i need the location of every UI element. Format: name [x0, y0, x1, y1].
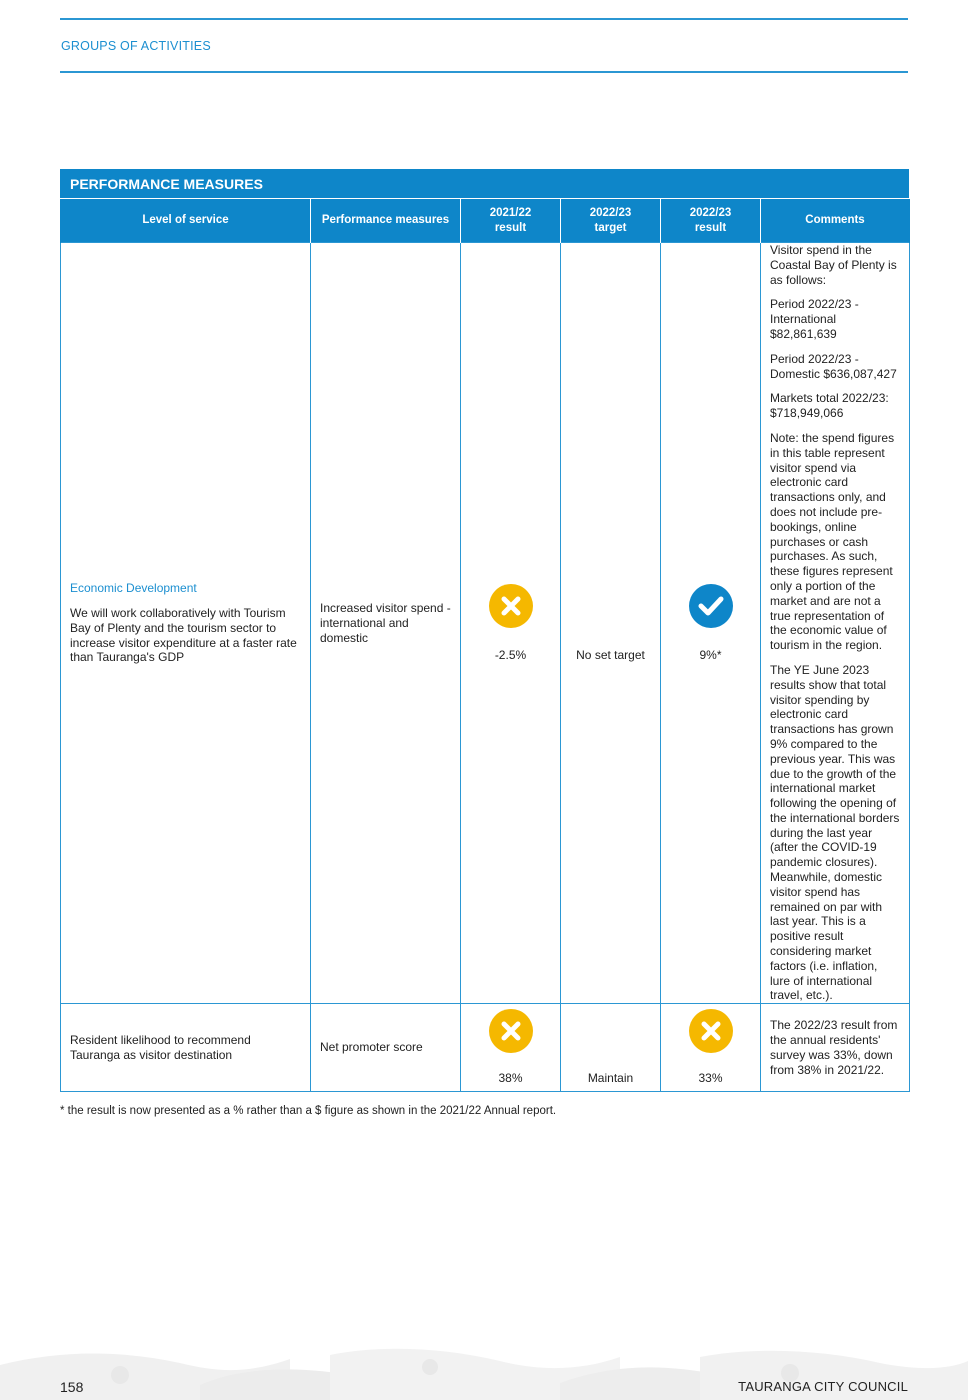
col-level-of-service: Level of service — [61, 199, 311, 243]
level-of-service-text: We will work collaboratively with Tourism Bay of Plenty and the tourism sector to increase visitor expenditure at a faster rate than Tauranga's GDP — [70, 605, 297, 665]
organisation-name: TAURANGA CITY COUNCIL — [738, 1379, 908, 1394]
top-rule — [60, 18, 908, 20]
footnote: * the result is now presented as a % rather than a $ figure as shown in the 2021/22 Annual report. — [60, 1105, 557, 1117]
cross-icon — [489, 584, 533, 628]
comment-paragraph: Markets total 2022/23: $718,949,066 — [770, 391, 889, 421]
target-2022-23-cell — [561, 1004, 661, 1092]
comment-paragraph: Period 2022/23 - Domestic $636,087,427 — [770, 351, 897, 381]
performance-measure-cell — [311, 243, 461, 1004]
performance-measure-text: Increased visitor spend - international and domestic — [320, 600, 451, 645]
result-2021-22-cell — [461, 243, 561, 1004]
result-2022-23-cell — [661, 243, 761, 1004]
performance-measure-text: Net promoter score — [320, 1040, 423, 1055]
performance-measure-cell — [311, 1004, 461, 1092]
col-2022-23-result: 2022/23 result — [661, 199, 761, 243]
col-2021-22-result: 2021/22 result — [461, 199, 561, 243]
header-rule — [60, 71, 908, 73]
level-of-service-cell — [61, 243, 311, 1004]
performance-table — [60, 169, 909, 1092]
col-performance-measures: Performance measures — [311, 199, 461, 243]
target-2022-23-cell — [561, 243, 661, 1004]
comment-paragraph: Visitor spend in the Coastal Bay of Plenty is as follows: — [770, 243, 897, 287]
level-of-service-text: Resident likelihood to recommend Tauranga as visitor destination — [70, 1032, 251, 1062]
comments-cell — [761, 1004, 910, 1092]
result-2021-22-cell — [461, 1004, 561, 1092]
comment-paragraph: Note: the spend figures in this table represent visitor spend via electronic card transactions only, and does not include pre-bookings, online purchases or cash purchases. As such, these figures represent only a portion of the market and are not a true representation of the economic value of tourism in the region. — [770, 430, 895, 653]
col-2022-23-target: 2022/23 target — [561, 199, 661, 243]
section-label: GROUPS OF ACTIVITIES — [61, 39, 211, 53]
comment-paragraph: Period 2022/23 - International $82,861,639 — [770, 297, 859, 341]
table-header-row — [61, 199, 910, 243]
table-row — [61, 243, 910, 1004]
level-of-service-heading: Economic Development — [70, 581, 197, 596]
comments-cell — [761, 243, 910, 1004]
check-icon — [689, 584, 733, 628]
result-2022-23-value: 33% — [698, 1071, 723, 1086]
target-2022-23-value: Maintain — [587, 1071, 634, 1086]
comment-paragraph: The YE June 2023 results show that total visitor spending by electronic card transactions has grown 9% compared to the previous year. This was due to the growth of the international market following the opening of the international borders during the last year (after the COVID-19 pandemic closures). Meanwhile, domestic visitor spend has remained on par with last year. This is a positive result considering market factors (i.e. inflation, lure of international travel, etc.). — [770, 662, 900, 1003]
page-number: 158 — [60, 1379, 84, 1395]
level-of-service-cell — [61, 1004, 311, 1092]
cross-icon — [489, 1009, 533, 1053]
target-2022-23-value: No set target — [576, 647, 645, 662]
result-2021-22-value: 38% — [498, 1071, 523, 1086]
result-2021-22-value: -2.5% — [494, 647, 527, 662]
cross-icon — [689, 1009, 733, 1053]
table-title: PERFORMANCE MEASURES — [60, 169, 909, 199]
result-2022-23-value: 9%* — [699, 647, 722, 662]
result-2022-23-cell — [661, 1004, 761, 1092]
table-row — [61, 1004, 910, 1092]
comment-paragraph: The 2022/23 result from the annual residents' survey was 33%, down from 38% in 2021/22. — [770, 1018, 898, 1077]
col-comments: Comments — [761, 199, 910, 243]
